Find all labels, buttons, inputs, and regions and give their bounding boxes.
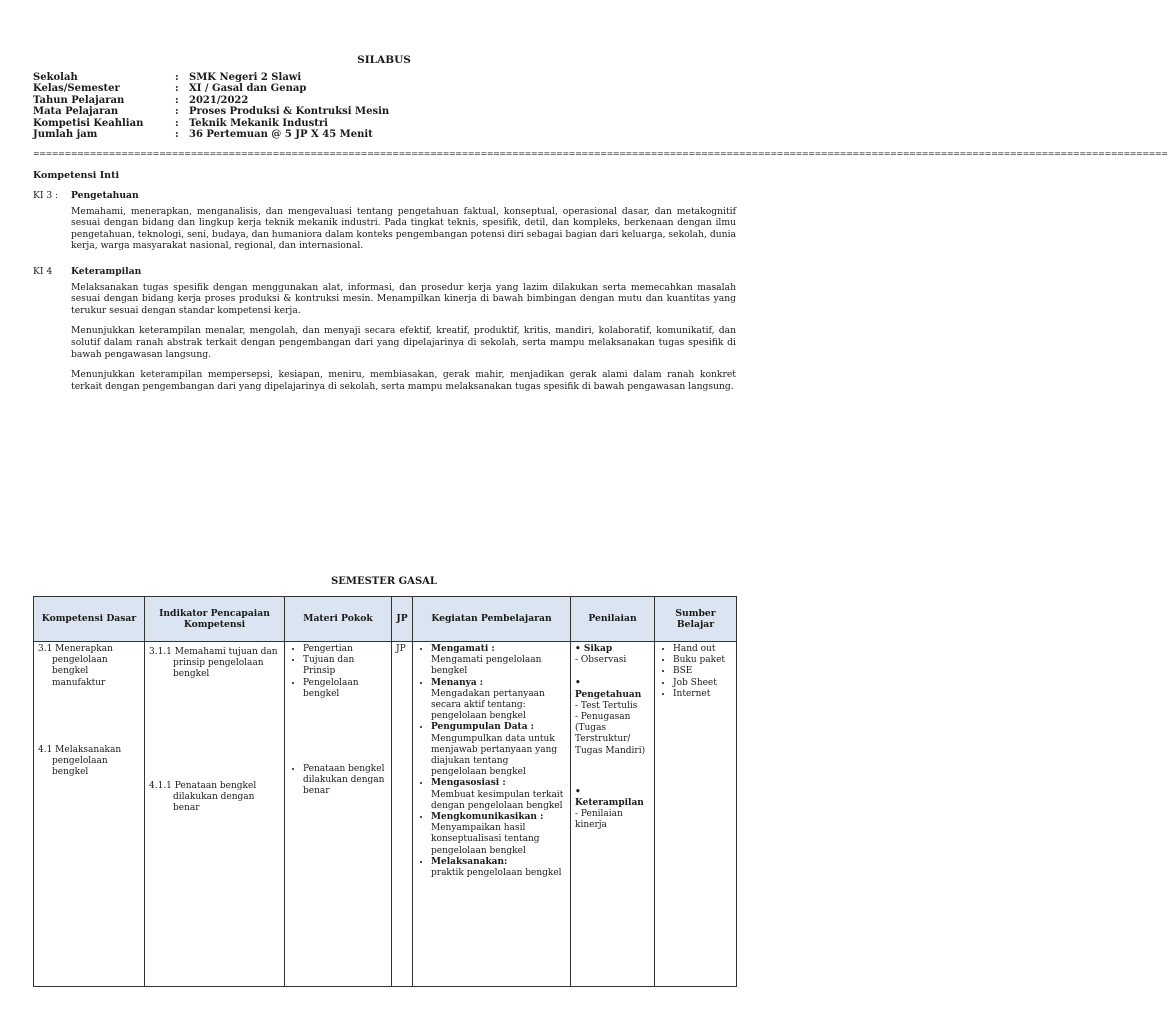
info-colon: : bbox=[175, 129, 179, 141]
list-item: • BSE bbox=[673, 666, 732, 677]
penilaian-item: - Penilaian kinerja bbox=[575, 809, 623, 831]
ki3-paragraph: Memahami, menerapkan, menganalisis, dan mengevaluasi tentang pengetahuan faktual, konseptual, operasional dasar, dan metakognitif sesuai dengan bidang dan lingkup kerja teknik mekanik industri. Pada tingkat teknis, spesifik, detil, dan kompleks, berkenaan dengan ilmu pengetahuan, teknologi, seni, budaya, dan humaniora dalam konteks pengembangan potensi diri sebagai bagian dari keluarga, sekolah, dunia kerja, warga masyarakat nasional, regional, dan internasional. bbox=[71, 205, 736, 252]
list-item bbox=[431, 644, 566, 678]
ki4-code: KI 4 bbox=[33, 266, 53, 277]
ki3-title: Pengetahuan bbox=[71, 190, 139, 201]
indikator-item: 4.1.1 Penataan bengkel dilakukan dengan benar bbox=[149, 780, 257, 814]
sumber-list bbox=[659, 644, 732, 700]
kegiatan-title: • Mengasosiasi : bbox=[431, 778, 506, 789]
header-indikator: Indikator Pencapaian Kompetensi bbox=[145, 597, 285, 642]
info-label: Jumlah jam bbox=[33, 129, 98, 141]
info-row bbox=[33, 72, 389, 83]
list-item bbox=[431, 678, 566, 723]
ki4-title: Keterampilan bbox=[71, 266, 142, 277]
list-item: • Buku paket bbox=[673, 655, 732, 666]
info-value: Teknik Mekanik Industri bbox=[189, 117, 328, 129]
header-kegiatan: Kegiatan Pembelajaran bbox=[413, 597, 571, 642]
ki4-paragraph: Menunjukkan keterampilan menalar, mengolah, dan menyaji secara efektif, kreatif, produktif, kritis, mandiri, kolaboratif, komunikatif, dan solutif dalam ranah abstrak terkait dengan pengembangan dari yang dipelajarinya di sekolah, serta mampu melaksanakan tugas spesifik di bawah pengawasan langsung. bbox=[71, 325, 736, 360]
info-value: XI / Gasal dan Genap bbox=[189, 83, 307, 95]
info-value: SMK Negeri 2 Slawi bbox=[189, 72, 302, 83]
list-item: • Pengelolaan bengkel bbox=[303, 678, 387, 700]
info-label: Kelas/Semester bbox=[33, 83, 120, 95]
kegiatan-title: • Mengkomunikasikan : bbox=[431, 812, 544, 823]
kd-item: 4.1 Melaksanakan pengelolaan bengkel bbox=[38, 744, 122, 778]
indikator-item: 3.1.1 Memahami tujuan dan prinsip pengelolaan bengkel bbox=[149, 647, 278, 680]
header-kompetensi-dasar: Kompetensi Dasar bbox=[34, 597, 145, 642]
info-value: 2021/2022 bbox=[189, 94, 249, 106]
info-row bbox=[33, 83, 389, 94]
kegiatan-desc: Mengamati pengelolaan bengkel bbox=[431, 655, 542, 677]
info-row bbox=[33, 129, 389, 140]
semester-title: SEMESTER GASAL bbox=[331, 576, 437, 587]
info-label: Tahun Pelajaran bbox=[33, 94, 125, 106]
info-colon: : bbox=[175, 83, 179, 95]
info-row bbox=[33, 95, 389, 106]
info-colon: : bbox=[175, 117, 179, 129]
list-item: • Penataan bengkel dilakukan dengan benar bbox=[303, 764, 387, 798]
cell-sumber bbox=[655, 642, 737, 987]
list-item bbox=[431, 812, 566, 857]
penilaian-item: - Observasi bbox=[575, 655, 627, 666]
document-title: SILABUS bbox=[357, 54, 411, 66]
penilaian-item: - Test Tertulis bbox=[575, 700, 638, 711]
table-row bbox=[34, 642, 737, 987]
table-header-row bbox=[34, 597, 737, 642]
ki4-paragraph: Melaksanakan tugas spesifik dengan menggunakan alat, informasi, dan prosedur kerja yang lazim dilakukan serta memecahkan masalah sesuai dengan bidang kerja proses produksi & kontruksi mesin. Menampilkan kinerja di bawah bimbingan dengan mutu dan kuantitas yang terukur sesuai dengan standar kompetensi kerja. bbox=[71, 281, 736, 316]
list-item bbox=[431, 778, 566, 812]
list-item: • Hand out bbox=[673, 644, 732, 655]
list-item: • Tujuan dan Prinsip bbox=[303, 655, 387, 677]
list-item: • Pengertian bbox=[303, 644, 387, 655]
penilaian-pengetahuan: • Pengetahuan bbox=[575, 678, 642, 700]
kegiatan-desc: praktik pengelolaan bengkel bbox=[431, 868, 562, 879]
kegiatan-title: • Menanya : bbox=[431, 677, 484, 688]
ki-heading: Kompetensi Inti bbox=[33, 170, 120, 181]
ki3-block bbox=[33, 190, 736, 252]
cell-jp: JP bbox=[392, 642, 413, 987]
kegiatan-desc: Menyampaikan hasil konseptualisasi tentang pengelolaan bengkel bbox=[431, 823, 540, 856]
kegiatan-title: • Mengamati : bbox=[431, 644, 495, 654]
cell-kompetensi-dasar bbox=[34, 642, 145, 987]
kd-item: 3.1 Menerapkan pengelolaan bengkel manufaktur bbox=[38, 644, 113, 688]
ki4-head bbox=[33, 266, 736, 278]
info-label: Kompetisi Keahlian bbox=[33, 117, 144, 129]
header-materi: Materi Pokok bbox=[285, 597, 392, 642]
kegiatan-desc: Mengumpulkan data untuk menjawab pertanyaan yang diajukan tentang pengelolaan bengkel bbox=[431, 733, 558, 778]
penilaian-keterampilan-label: Keterampilan bbox=[575, 798, 644, 809]
kegiatan-list bbox=[417, 644, 566, 879]
info-label: Mata Pelajaran bbox=[33, 106, 119, 118]
penilaian-item-label: Observasi bbox=[580, 655, 627, 666]
list-item: • Job Sheet bbox=[673, 678, 732, 689]
penilaian-sikap-label: Sikap bbox=[583, 644, 613, 654]
kegiatan-title: • Melaksanakan: bbox=[431, 856, 508, 867]
info-colon: : bbox=[175, 72, 179, 83]
info-colon: : bbox=[175, 94, 179, 106]
ki4-block bbox=[33, 266, 736, 392]
materi-list bbox=[289, 764, 387, 798]
info-colon: : bbox=[175, 106, 179, 118]
info-row bbox=[33, 106, 389, 117]
materi-list bbox=[289, 644, 387, 700]
cell-materi bbox=[285, 642, 392, 987]
kegiatan-title: • Pengumpulan Data : bbox=[431, 722, 534, 733]
penilaian-item-label: Test Tertulis bbox=[580, 700, 638, 711]
info-value: 36 Pertemuan @ 5 JP X 45 Menit bbox=[189, 129, 373, 141]
info-value: Proses Produksi & Kontruksi Mesin bbox=[189, 106, 390, 118]
penilaian-item-label: Penilaian kinerja bbox=[575, 809, 623, 831]
penilaian-keterampilan: • Keterampilan bbox=[575, 786, 644, 809]
penilaian-sikap: • Sikap bbox=[575, 644, 613, 654]
header-penilaian: Penilaian bbox=[571, 597, 655, 642]
info-row bbox=[33, 118, 389, 129]
ki4-paragraph: Menunjukkan keterampilan mempersepsi, kesiapan, meniru, membiasakan, gerak mahir, menjadikan gerak alami dalam ranah konkret terkait dengan pengembangan dari yang dipelajarinya di sekolah, serta mampu melaksanakan tugas spesifik di bawah pengawasan langsung. bbox=[71, 369, 736, 392]
info-label: Sekolah bbox=[33, 72, 78, 83]
cell-penilaian bbox=[571, 642, 655, 987]
ki3-head bbox=[33, 190, 736, 202]
penilaian-item: - Penugasan (Tugas Terstruktur/ Tugas Mandiri) bbox=[575, 712, 646, 756]
cell-indikator bbox=[145, 642, 285, 987]
info-block bbox=[33, 72, 389, 140]
ki3-code: KI 3 : bbox=[33, 190, 59, 201]
list-item bbox=[431, 722, 566, 778]
separator-line: ==================================================================================================================================================================================== bbox=[33, 149, 1168, 158]
cell-kegiatan bbox=[413, 642, 571, 987]
kegiatan-desc: Mengadakan pertanyaan secara aktif tentang: pengelolaan bengkel bbox=[431, 688, 545, 722]
penilaian-item-label: Penugasan (Tugas Terstruktur/ Tugas Mandiri) bbox=[575, 712, 646, 756]
kegiatan-desc: Membuat kesimpulan terkait dengan pengelolaan bengkel bbox=[431, 789, 564, 811]
list-item: • Internet bbox=[673, 689, 732, 700]
header-sumber: Sumber Belajar bbox=[655, 597, 737, 642]
list-item bbox=[431, 857, 566, 879]
header-jp: JP bbox=[392, 597, 413, 642]
silabus-table bbox=[33, 596, 737, 987]
penilaian-pengetahuan-label: Pengetahuan bbox=[575, 689, 642, 700]
